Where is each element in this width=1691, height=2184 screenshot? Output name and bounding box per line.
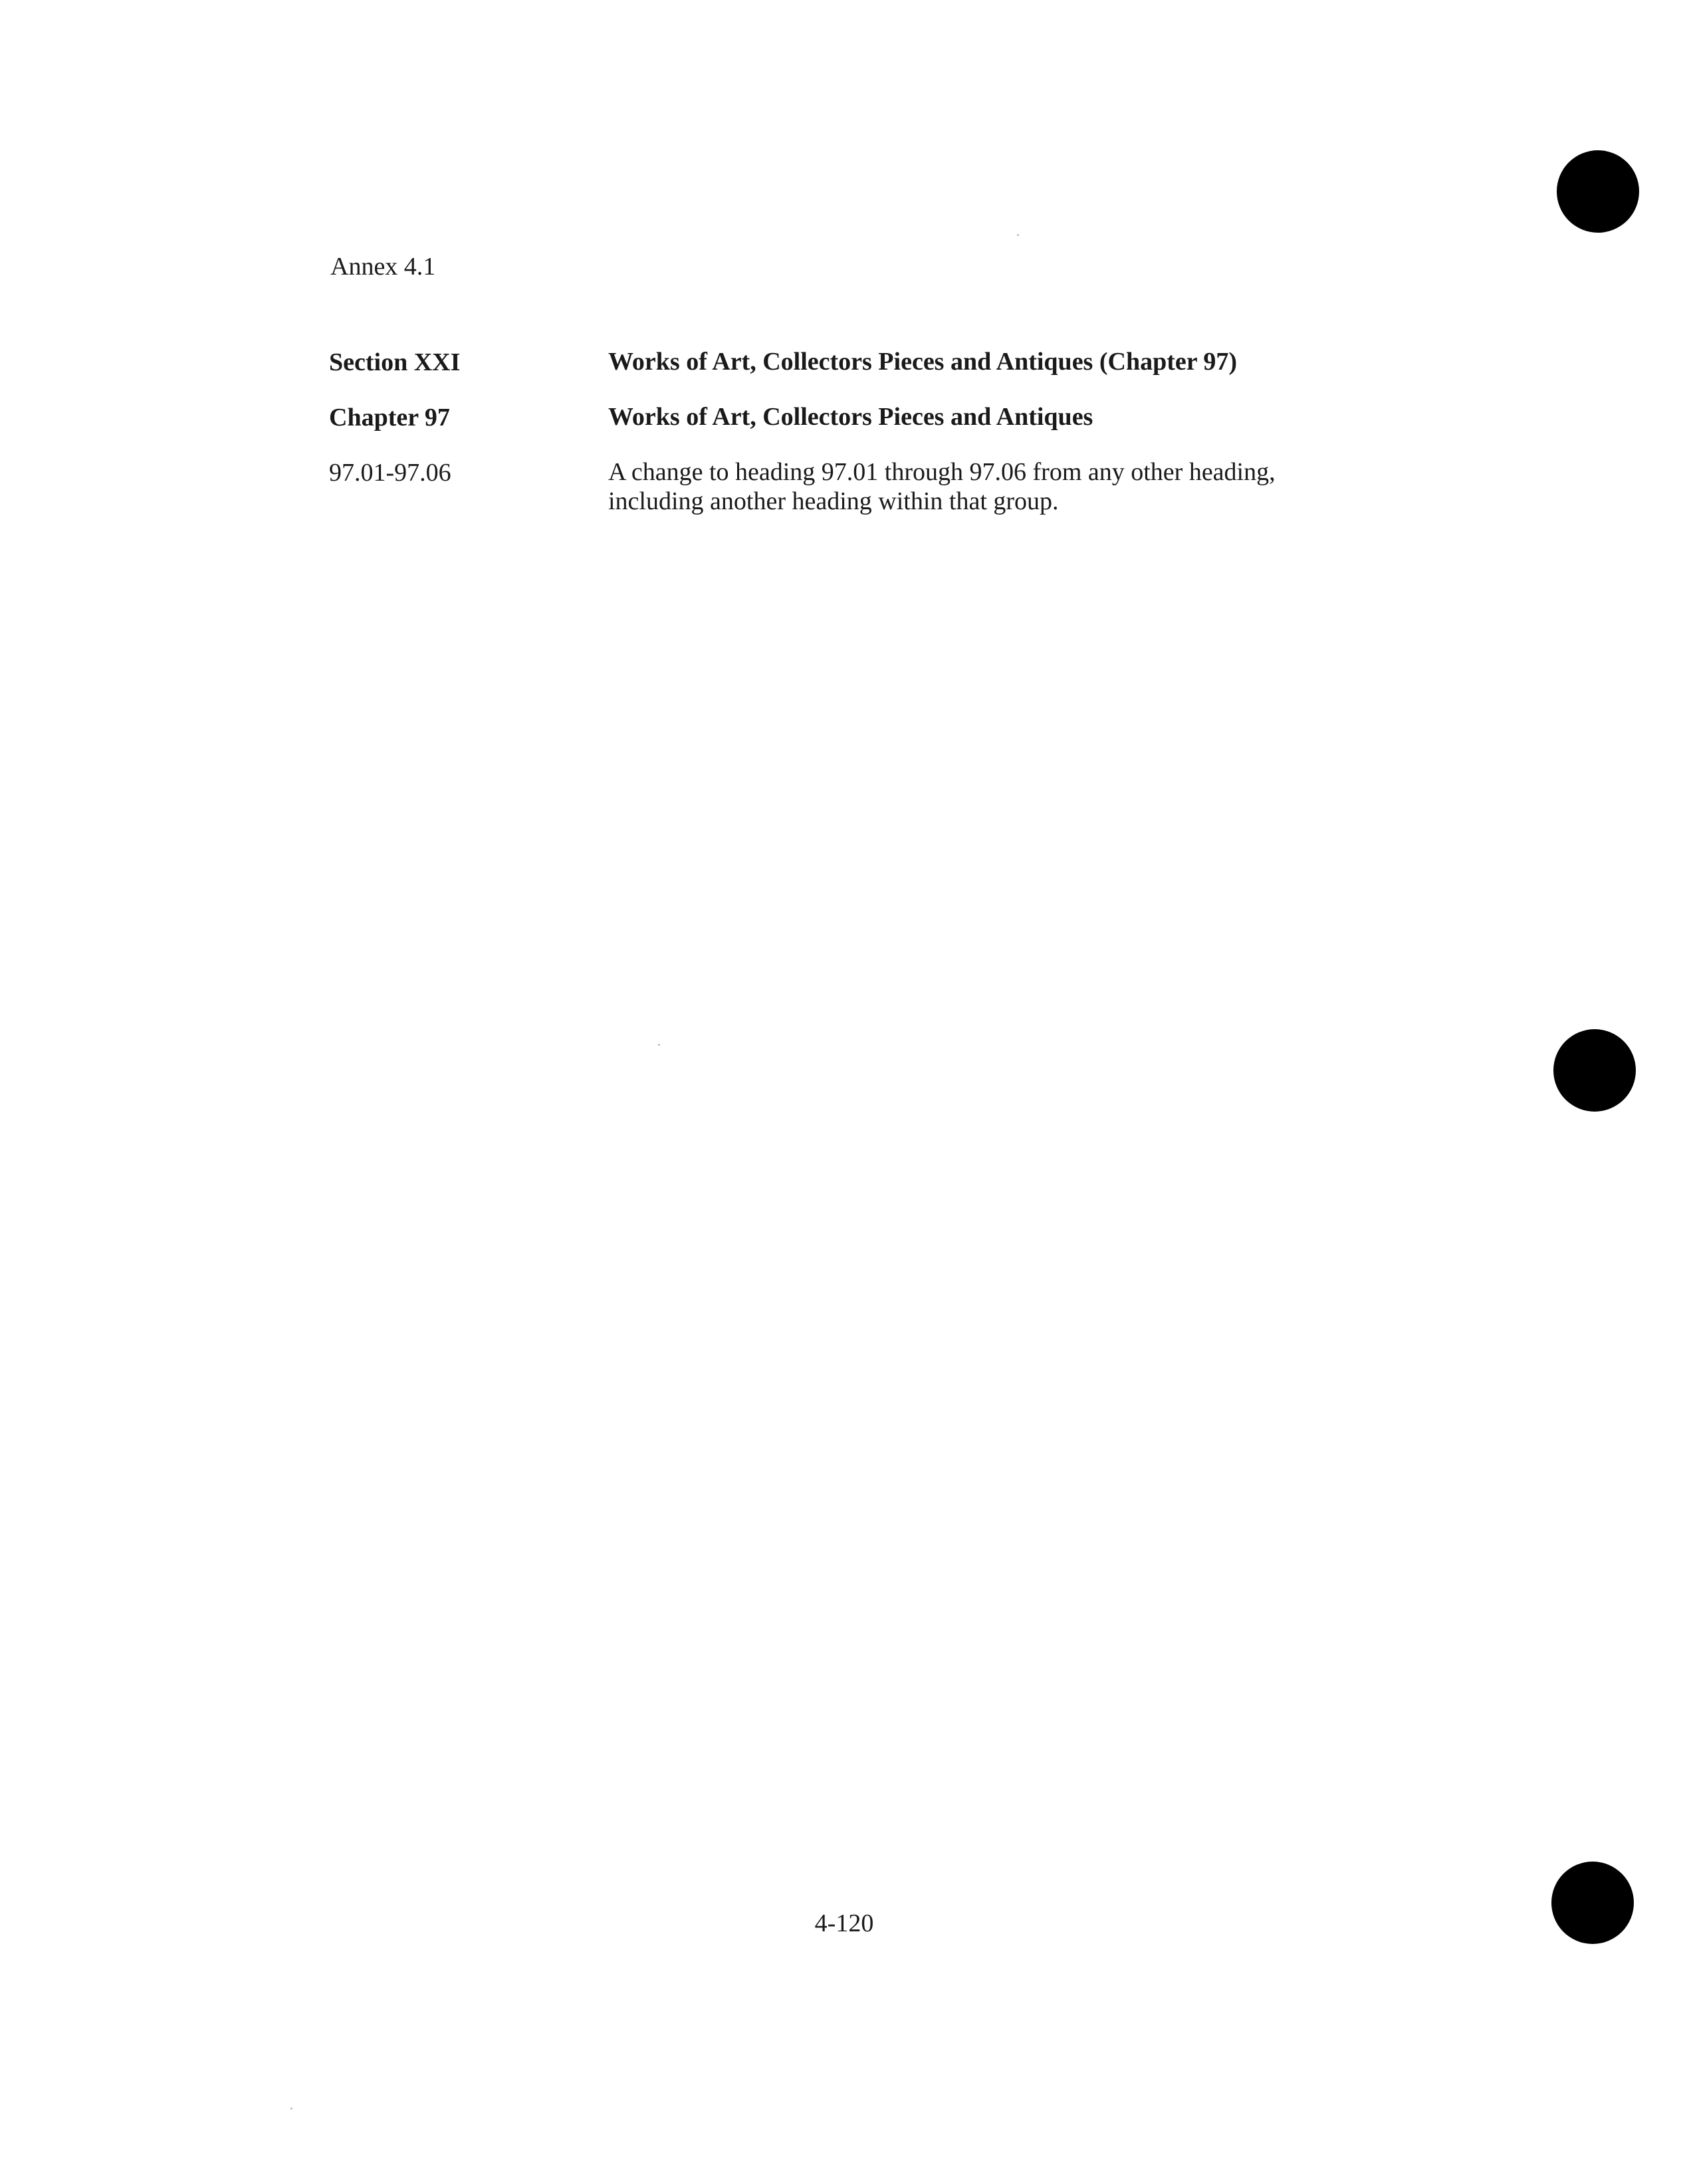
chapter-number: Chapter 97	[329, 404, 450, 431]
annex-label: Annex 4.1	[330, 253, 436, 281]
punch-hole-middle	[1553, 1029, 1636, 1112]
heading-rule-text: A change to heading 97.01 through 97.06 from any other heading, including another heading within that group.	[608, 458, 1276, 515]
scan-speck	[658, 1044, 660, 1046]
scan-speck	[290, 2108, 292, 2110]
page-number: 4-120	[814, 1909, 874, 1937]
scan-speck	[1017, 234, 1019, 236]
chapter-title: Works of Art, Collectors Pieces and Antiques	[608, 403, 1093, 431]
punch-hole-top	[1557, 150, 1639, 233]
heading-range: 97.01-97.06	[329, 459, 451, 487]
section-title: Works of Art, Collectors Pieces and Antiques (Chapter 97)	[608, 348, 1238, 376]
section-number: Section XXI	[329, 348, 461, 376]
punch-hole-bottom	[1551, 1862, 1634, 1944]
